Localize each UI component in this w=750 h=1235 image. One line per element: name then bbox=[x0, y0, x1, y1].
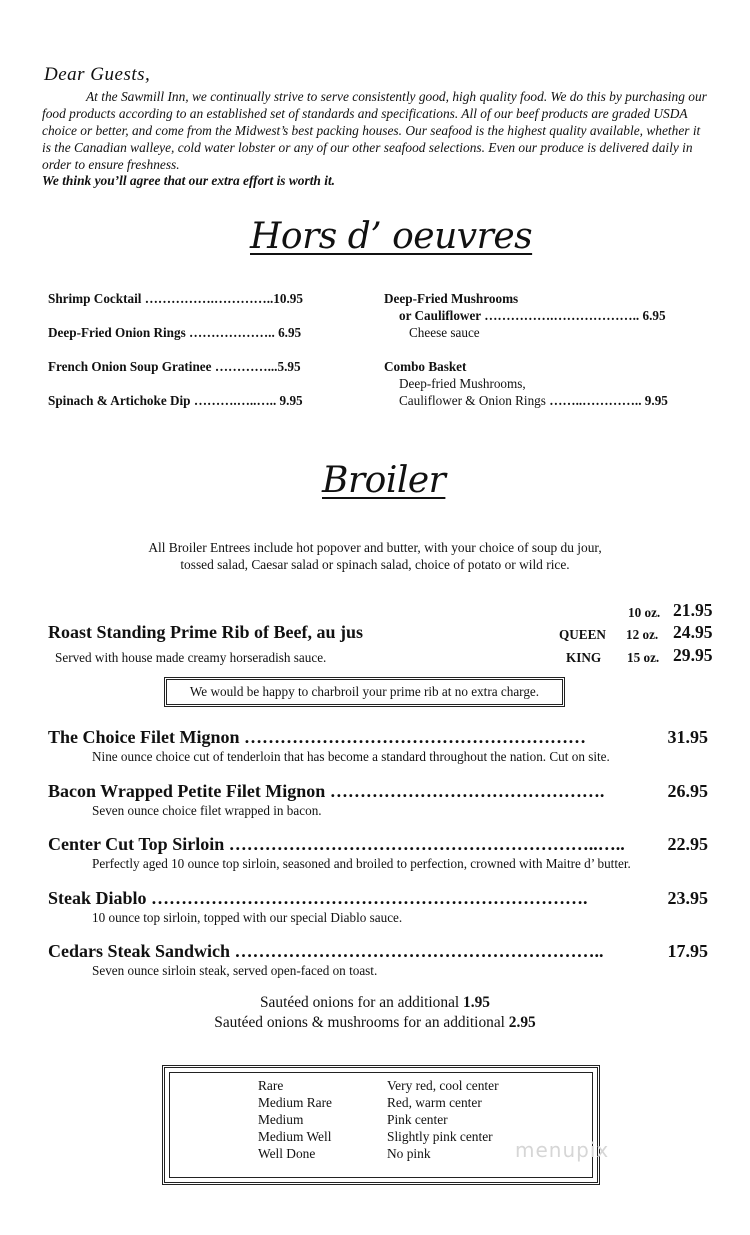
broiler-heading: Broiler bbox=[322, 460, 446, 501]
greeting: Dear Guests, bbox=[44, 64, 151, 85]
broiler-note: tossed salad, Caesar salad or spinach salad, choice of potato or wild rice. bbox=[180, 557, 570, 572]
watermark: menupix bbox=[515, 1138, 610, 1162]
size-oz: 15 oz. bbox=[627, 650, 660, 665]
menu-item: French Onion Soup Gratinee …………...5.95 bbox=[48, 359, 301, 374]
doneness-level: Medium bbox=[258, 1112, 304, 1127]
entree-row: Center Cut Top Sirloin ……………………………………………………..….. 22.95 bbox=[48, 834, 708, 854]
broiler-note: All Broiler Entrees include hot popover and butter, with your choice of soup du jour, bbox=[148, 540, 602, 555]
size-label: KING bbox=[566, 650, 602, 665]
entree-desc: Nine ounce choice cut of tenderloin that has become a standard throughout the nation. Cut on site. bbox=[92, 749, 610, 764]
size-label: QUEEN bbox=[559, 627, 606, 642]
extra-option: Sautéed onions for an additional 1.95 bbox=[260, 994, 490, 1011]
doneness-desc: No pink bbox=[387, 1146, 431, 1161]
doneness-level: Medium Well bbox=[258, 1129, 332, 1144]
intro-closing: We think you’ll agree that our extra effort is worth it. bbox=[42, 173, 336, 188]
menu-item: or Cauliflower …………….……………….. 6.95 bbox=[399, 308, 666, 323]
menu-item-name: Combo Basket bbox=[384, 359, 467, 374]
size-price: 21.95 bbox=[673, 600, 713, 620]
doneness-desc: Very red, cool center bbox=[387, 1078, 499, 1093]
prime-rib-title: Roast Standing Prime Rib of Beef, au jus bbox=[48, 622, 364, 642]
doneness-level: Well Done bbox=[258, 1146, 316, 1161]
hors-doeuvres-heading: Hors d’ oeuvres bbox=[250, 216, 533, 257]
entree-row: Steak Diablo ………………………………………………………………. 23.95 bbox=[48, 888, 708, 908]
doneness-level: Medium Rare bbox=[258, 1095, 333, 1110]
entree-desc: Seven ounce choice filet wrapped in bacon. bbox=[92, 803, 322, 818]
extra-option: Sautéed onions & mushrooms for an additional 2.95 bbox=[214, 1014, 536, 1031]
doneness-desc: Red, warm center bbox=[387, 1095, 482, 1110]
menu-item-name: Deep-Fried Mushrooms bbox=[384, 291, 519, 306]
charbroil-note-box bbox=[164, 677, 565, 707]
menu-item-desc: Cauliflower & Onion Rings ……..………….. 9.95 bbox=[399, 393, 668, 408]
menu-item-desc: Cheese sauce bbox=[409, 325, 480, 340]
entree-row: Bacon Wrapped Petite Filet Mignon ………………………………………. 26.95 bbox=[48, 781, 708, 801]
intro-paragraph: At the Sawmill Inn, we continually strive to serve consistently good, high quality food. We do this by purchasing our food products according to an established set of standards and specifications. All of our beef products are graded USDA choice or better, and come from the Midwest’s best packing houses. Our seafood is the highest quality available, whether it is the Canadian walleye, cold water lobster or any of our other seafood selections. Even our produce is delivered daily in order to ensure freshness. bbox=[42, 89, 707, 172]
menu-item: Shrimp Cocktail …………….…………..10.95 bbox=[48, 291, 303, 306]
doneness-level: Rare bbox=[258, 1078, 284, 1093]
size-price: 29.95 bbox=[673, 645, 713, 665]
prime-rib-desc: Served with house made creamy horseradish sauce. bbox=[55, 650, 327, 665]
size-price: 24.95 bbox=[673, 622, 713, 642]
entree-row: Cedars Steak Sandwich …………………………………………………….. 17.95 bbox=[48, 941, 708, 961]
size-oz: 12 oz. bbox=[626, 627, 659, 642]
menu-item: Spinach & Artichoke Dip ……….…..….. 9.95 bbox=[48, 393, 303, 408]
doneness-desc: Slightly pink center bbox=[387, 1129, 493, 1144]
menu-item-desc: Deep-fried Mushrooms, bbox=[399, 376, 526, 391]
entree-desc: Perfectly aged 10 ounce top sirloin, seasoned and broiled to perfection, crowned with Maitre d’ butter. bbox=[92, 856, 631, 871]
entree-desc: Seven ounce sirloin steak, served open-faced on toast. bbox=[92, 963, 378, 978]
doneness-guide bbox=[162, 1065, 600, 1185]
entree-row: The Choice Filet Mignon ………………………………………………… 31.95 bbox=[48, 727, 708, 747]
doneness-desc: Pink center bbox=[387, 1112, 448, 1127]
menu-item: Deep-Fried Onion Rings ……………….. 6.95 bbox=[48, 325, 302, 340]
entree-desc: 10 ounce top sirloin, topped with our special Diablo sauce. bbox=[92, 910, 403, 925]
charbroil-note: We would be happy to charbroil your prime rib at no extra charge. bbox=[189, 684, 540, 699]
size-oz: 10 oz. bbox=[628, 605, 661, 620]
